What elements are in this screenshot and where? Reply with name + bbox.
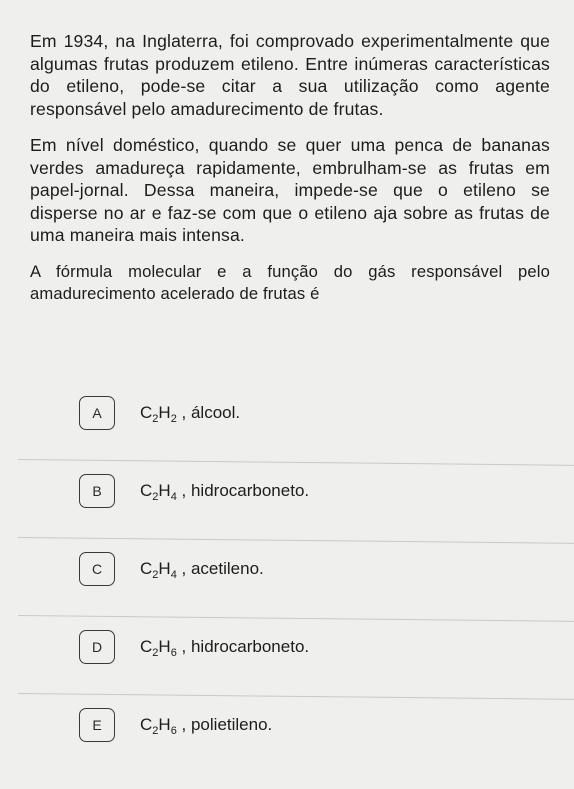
option-e[interactable] [0,700,574,778]
formula-element: C [140,481,153,500]
question-paragraph-1: Em 1934, na Inglaterra, foi comprovado experimentalmente que algumas frutas produzem etileno. Entre inúmeras características do etileno, pode-se citar a sua utilização como agente responsável pelo amadurecimento de frutas. [30,31,550,119]
formula-element: C [140,637,153,656]
option-text[interactable] [140,480,309,502]
option-a[interactable] [0,388,574,466]
option-description: , polietileno. [176,715,273,734]
formula-subscript: 2 [152,569,159,581]
option-description: , hidrocarboneto. [176,481,310,500]
option-c[interactable] [0,544,574,622]
formula-subscript: 2 [152,491,159,503]
formula-subscript: 2 [152,725,159,737]
option-description: , acetileno. [176,559,264,578]
formula-element: H [158,403,171,422]
option-text[interactable] [140,714,272,736]
formula-element: C [140,403,153,422]
option-letter-box[interactable]: E [79,708,115,742]
formula-element: C [140,559,153,578]
question-text [30,30,550,319]
option-text[interactable] [140,558,264,580]
formula-element: H [158,637,171,656]
option-letter-box[interactable]: D [79,630,115,664]
question-paragraph-2: Em nível doméstico, quando se quer uma penca de bananas verdes amadureça rapidamente, embrulham-se as frutas em papel-jornal. Dessa maneira, impede-se que o etileno se disperse no ar e faz-se com que o etileno aja sobre as frutas de uma maneira mais intensa. [30,135,550,245]
formula-subscript: 6 [170,725,177,737]
option-b[interactable] [0,466,574,544]
formula-element: C [140,715,153,734]
question-stem: A fórmula molecular e a função do gás responsável pelo amadurecimento acelerado de frutas é [30,261,550,303]
option-description: , álcool. [176,403,241,422]
option-letter-box[interactable]: C [79,552,115,586]
option-description: , hidrocarboneto. [176,637,310,656]
formula-subscript: 2 [152,413,159,425]
formula-element: H [158,715,171,734]
option-letter-box[interactable]: A [79,396,115,430]
formula-element: H [158,559,171,578]
option-letter-box[interactable]: B [79,474,115,508]
formula-subscript: 2 [170,413,177,425]
formula-subscript: 4 [170,569,177,581]
option-d[interactable] [0,622,574,700]
formula-subscript: 2 [152,647,159,659]
formula-subscript: 4 [170,491,177,503]
formula-subscript: 6 [170,647,177,659]
answer-options [0,388,574,778]
formula-element: H [158,481,171,500]
option-text[interactable] [140,636,309,658]
option-text[interactable] [140,402,240,424]
